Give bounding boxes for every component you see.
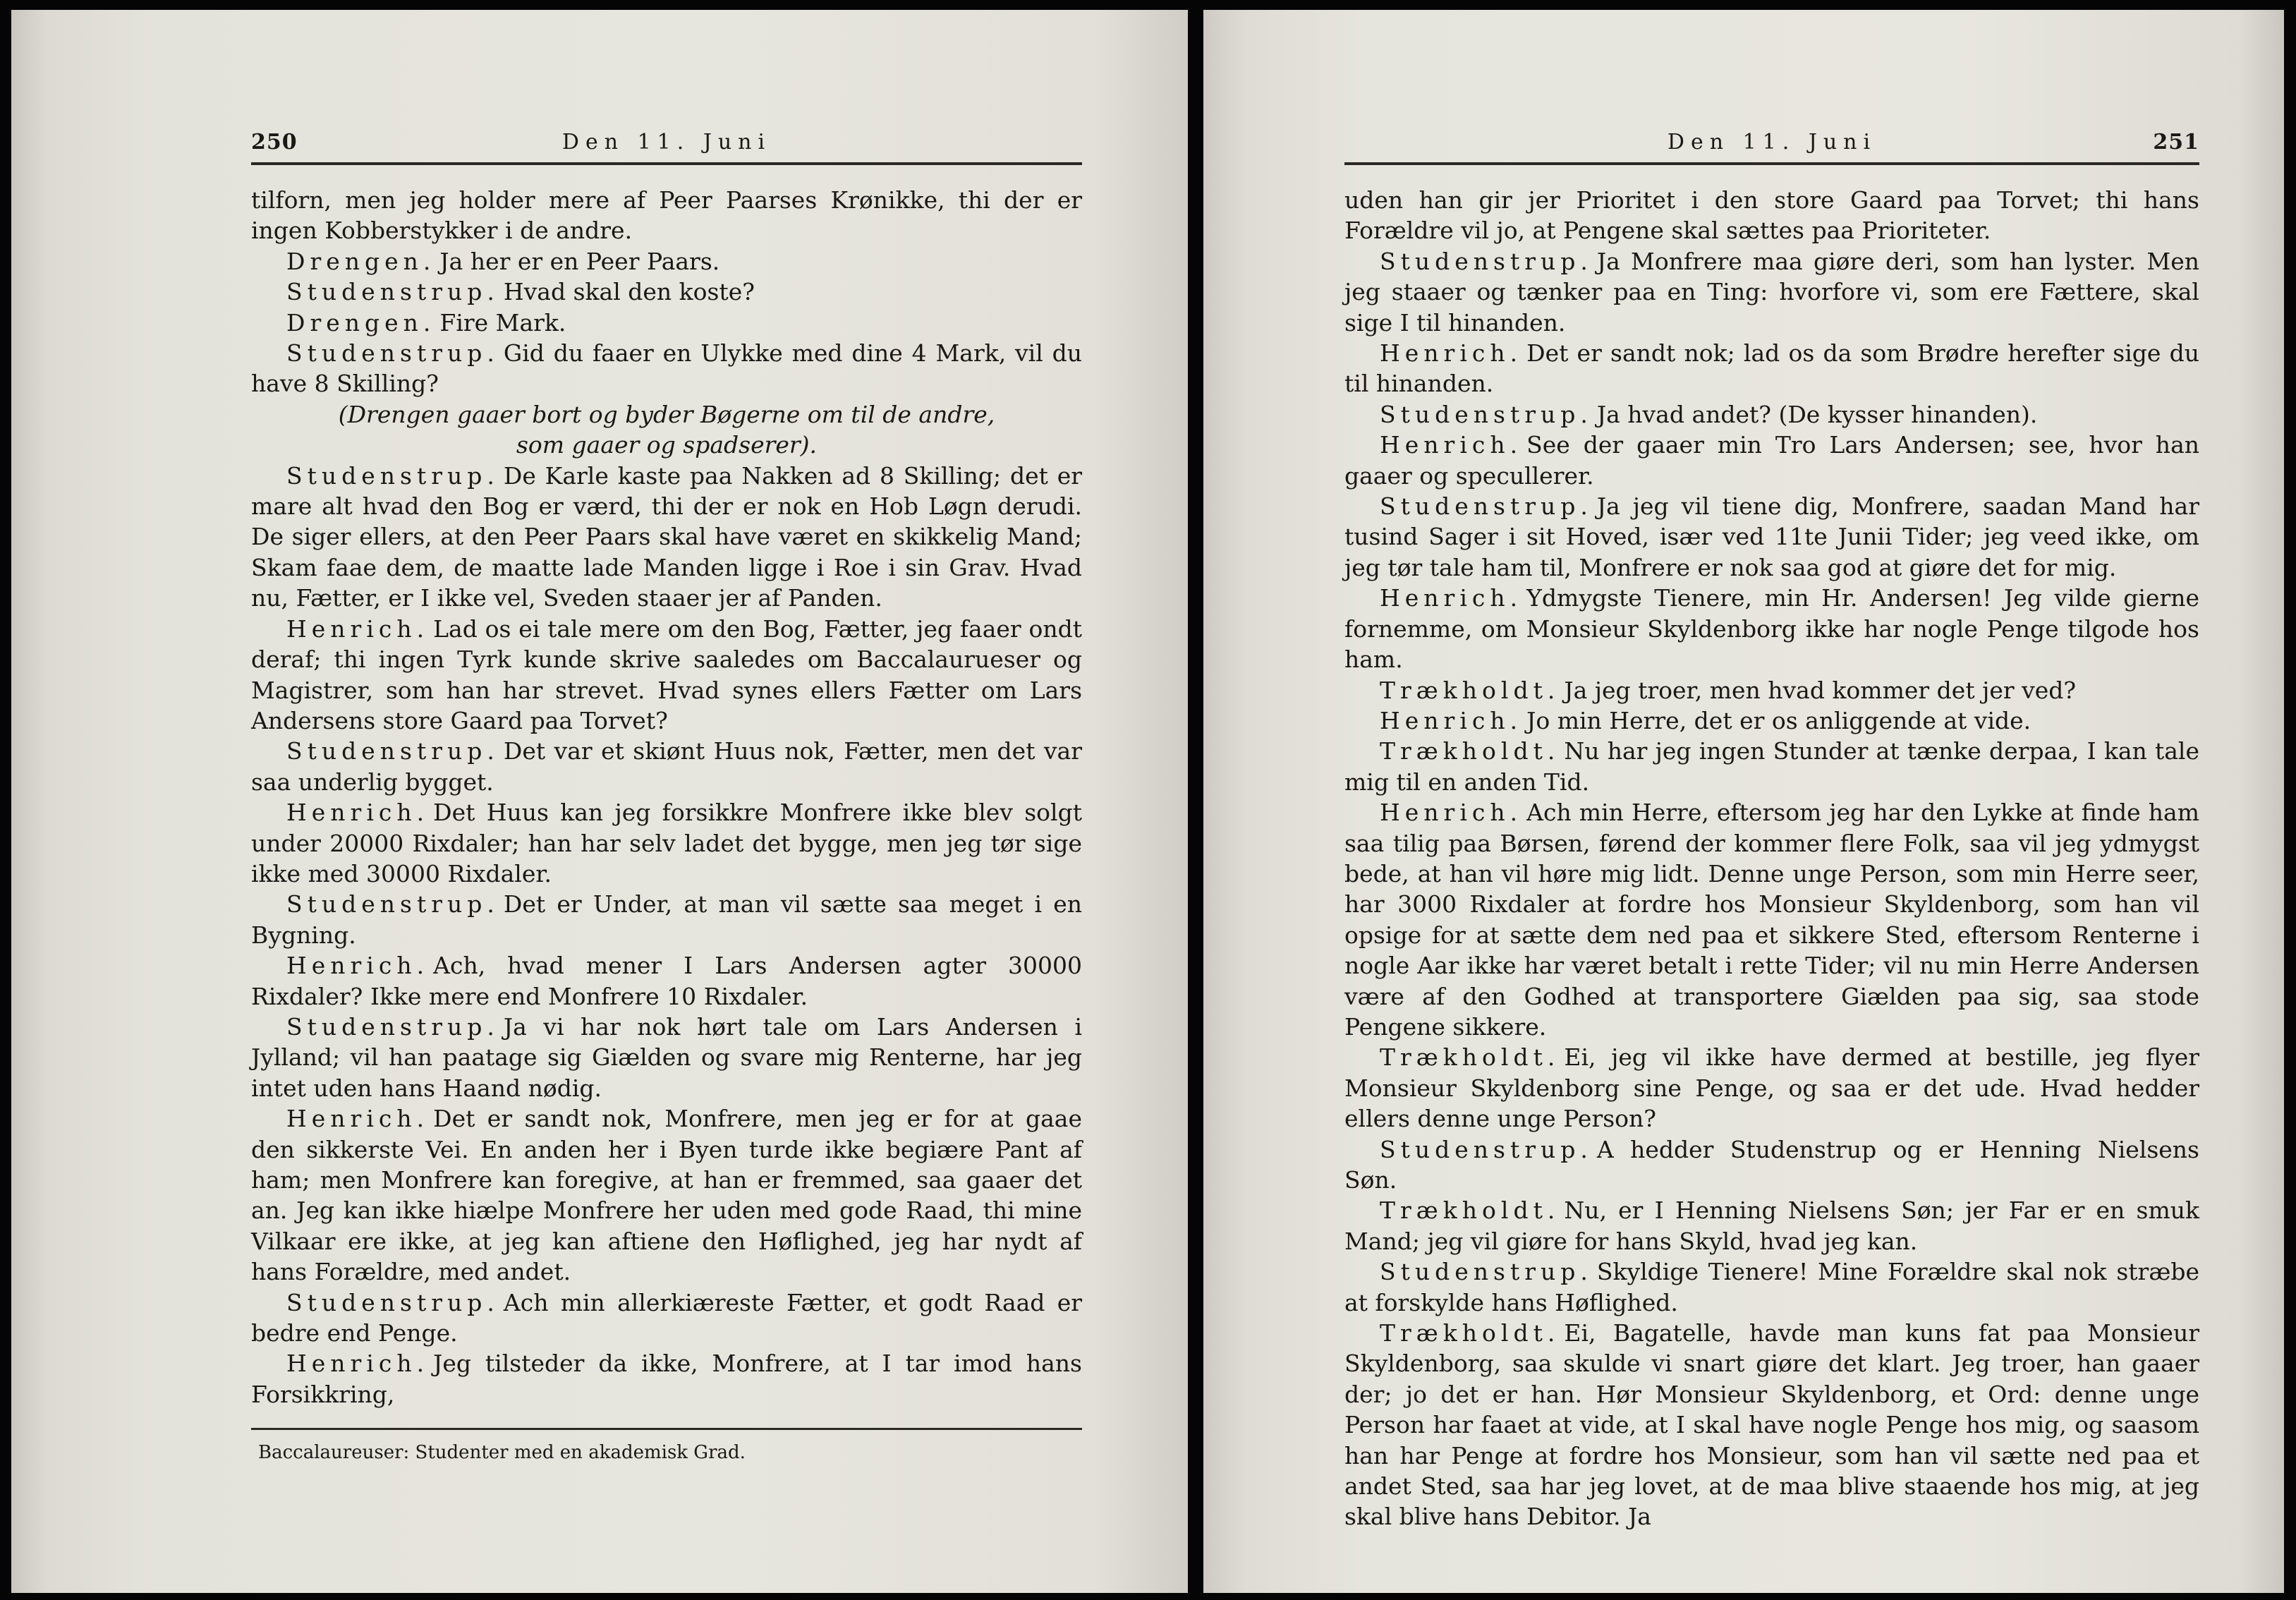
- dialogue-paragraph: [1344, 1134, 2199, 1196]
- dialogue-paragraph: [1344, 491, 2199, 583]
- speaker-name: Trækholdt.: [1380, 1196, 1560, 1225]
- paragraph-text: Ja hvad andet? (De kysser hinanden).: [1596, 400, 2038, 428]
- paragraph-text: Gid du faaer en Ulykke med dine 4 Mark, vil du have 8 Skilling?: [251, 339, 1082, 398]
- text-block-left: [251, 185, 1082, 1410]
- running-head-right: [1344, 130, 2199, 165]
- speaker-name: Studenstrup.: [1380, 1258, 1593, 1286]
- speaker-name: Henrich.: [1380, 431, 1523, 459]
- paragraph-text: See der gaaer min Tro Lars Andersen; see, hvor han gaaer og specullerer.: [1344, 431, 2199, 490]
- speaker-name: Henrich.: [1380, 706, 1523, 734]
- paragraph-text: Ach min allerkiæreste Fætter, et godt Raad er bedre end Penge.: [251, 1288, 1082, 1347]
- speaker-name: Drengen.: [286, 247, 436, 275]
- speaker-name: Studenstrup.: [286, 737, 499, 765]
- speaker-name: Studenstrup.: [286, 890, 499, 919]
- dialogue-paragraph: [251, 338, 1082, 399]
- speaker-name: Studenstrup.: [1380, 247, 1593, 275]
- dialogue-paragraph: [251, 950, 1082, 1012]
- dialogue-paragraph: [1344, 1256, 2199, 1318]
- dialogue-paragraph: [1344, 430, 2199, 491]
- paragraph-text: Lad os ei tale mere om den Bog, Fætter, jeg faaer ondt deraf; thi ingen Tyrk kunde skrive saaledes om Baccalaurueser og Magistrer, som han har strevet. Hvad synes ellers Fætter om Lars Andersens store Gaard paa Torvet?: [251, 614, 1082, 734]
- paragraph-text: Det var et skiønt Huus nok, Fætter, men det var saa underlig bygget.: [251, 737, 1082, 796]
- dialogue-paragraph: [1344, 1318, 2199, 1532]
- dialogue-paragraph: [1344, 675, 2199, 705]
- speaker-name: Studenstrup.: [286, 1012, 499, 1041]
- dialogue-paragraph: [1344, 736, 2199, 797]
- dialogue-paragraph: [251, 308, 1082, 338]
- dialogue-paragraph: [251, 246, 1082, 277]
- speaker-name: Henrich.: [286, 952, 430, 980]
- paragraph-text: Skyldige Tienere! Mine Forældre skal nok stræbe at forskylde hans Høflighed.: [1344, 1258, 2199, 1316]
- dialogue-paragraph: [251, 736, 1082, 797]
- dialogue-paragraph: [251, 1103, 1082, 1287]
- paragraph-text: Det Huus kan jeg forsikkre Monfrere ikke blev solgt under 20000 Rixdaler; han har selv ladet det bygge, men jeg tør sige ikke med 30000 Rixdaler.: [251, 799, 1082, 887]
- speaker-name: Studenstrup.: [286, 461, 499, 490]
- speaker-name: Studenstrup.: [1380, 492, 1593, 521]
- paragraph-text: Ei, Bagatelle, havde man kuns fat paa Monsieur Skyldenborg, saa skulde vi snart giøre det klart. Jeg troer, han gaaer der; jo det er han. Hør Monsieur Skyldenborg, et Ord: denne unge Person har faaet at vide, at I skal have nogle Penge hos mig, og saasom han har Penge at fordre hos Monsieur, som han vil sætte ned paa et andet Sted, saa har jeg lovet, at de maa blive staaende hos mig, at jeg skal blive hans Debitor. Ja: [1344, 1319, 2199, 1531]
- running-title-left: Den 11. Juni: [561, 130, 772, 154]
- speaker-name: Studenstrup.: [1380, 1135, 1593, 1163]
- speaker-name: Studenstrup.: [286, 339, 499, 368]
- right-page: [1203, 10, 2284, 1593]
- paragraph-text: Ja vi har nok hørt tale om Lars Andersen i Jylland; vil han paatage sig Giælden og svare mig Renterne, har jeg intet uden hans Haand nødig.: [251, 1012, 1082, 1102]
- dialogue-paragraph: [251, 277, 1082, 307]
- dialogue-paragraph: [1344, 185, 2199, 246]
- speaker-name: Henrich.: [1380, 584, 1523, 612]
- speaker-name: Studenstrup.: [286, 1288, 499, 1316]
- paragraph-text: Ja Monfrere maa giøre deri, som han lyster. Men jeg staaer og tænker paa en Ting: hvorfore vi, som ere Fættere, skal sige I til hinanden.: [1344, 247, 2199, 337]
- dialogue-paragraph: [251, 461, 1082, 614]
- paragraph-text: Nu har jeg ingen Stunder at tænke derpaa, I kan tale mig til en anden Tid.: [1344, 737, 2199, 796]
- paragraph-text: Jo min Herre, det er os anliggende at vide.: [1526, 706, 2031, 734]
- paragraph-text: (Drengen gaaer bort og byder Bøgerne om til de andre, som gaaer og spadserer).: [338, 400, 995, 459]
- paragraph-text: Fire Mark.: [439, 308, 566, 337]
- paragraph-text: Ach, hvad mener I Lars Andersen agter 30000 Rixdaler? Ikke mere end Monfrere 10 Rixdaler.: [251, 952, 1082, 1010]
- page-number-left: 250: [251, 130, 298, 154]
- dialogue-paragraph: [251, 1012, 1082, 1103]
- text-block-right: [1344, 185, 2199, 1532]
- dialogue-paragraph: [251, 614, 1082, 737]
- paragraph-text: Det er sandt nok, Monfrere, men jeg er for at gaae den sikkerste Vei. En anden her i Byen turde ikke begiære Pant af ham; men Monfrere kan foregive, at han er fremmed, saa gaaer det an. Jeg kan ikke hiælpe Monfrere her uden med gode Raad, thi mine Vilkaar ere ikke, at jeg kan aftiene den Høflighed, jeg har nydt af hans Forældre, med andet.: [251, 1105, 1082, 1286]
- speaker-name: Henrich.: [286, 1350, 430, 1378]
- dialogue-paragraph: [1344, 246, 2199, 338]
- speaker-name: Trækholdt.: [1380, 1043, 1560, 1072]
- paragraph-text: Ach min Herre, eftersom jeg har den Lykke at finde ham saa tilig paa Børsen, førend der kommer flere Folk, saa vil jeg ydmygst bede, at han vil høre mig lidt. Denne unge Person, som min Herre seer, har 3000 Rixdaler at fordre hos Monsieur Skyldenborg, som han vil opsige for at sætte dem ned paa et sikkere Sted, eftersom Renterne i nogle Aar ikke har været betalt i rette Tider; vil nu min Herre Andersen være af den Godhed at transportere Giælden paa sig, saa stode Pengene sikkere.: [1344, 799, 2199, 1041]
- dialogue-paragraph: [1344, 705, 2199, 736]
- paragraph-text: Ydmygste Tienere, min Hr. Andersen! Jeg vilde gierne fornemme, om Monsieur Skyldenborg ikke har nogle Penge tilgode hos ham.: [1344, 584, 2199, 674]
- dialogue-paragraph: [1344, 338, 2199, 399]
- dialogue-paragraph: [251, 185, 1082, 246]
- paragraph-text: Ja jeg troer, men hvad kommer det jer ved?: [1564, 676, 2077, 704]
- footnote: Baccalaureuser: Studenter med en akademisk Grad.: [258, 1442, 746, 1464]
- speaker-name: Trækholdt.: [1380, 737, 1560, 765]
- speaker-name: Henrich.: [286, 799, 430, 827]
- left-page: [11, 10, 1188, 1593]
- speaker-name: Studenstrup.: [1380, 400, 1593, 428]
- running-head-left: [251, 130, 1082, 165]
- paragraph-text: Nu, er I Henning Nielsens Søn; jer Far er en smuk Mand; jeg vil giøre for hans Skyld, hvad jeg kan.: [1344, 1196, 2199, 1255]
- footnote-rule: [251, 1428, 1082, 1430]
- paragraph-text: Hvad skal den koste?: [503, 278, 755, 306]
- speaker-name: Henrich.: [286, 1105, 430, 1133]
- speaker-name: Henrich.: [1380, 799, 1523, 827]
- dialogue-paragraph: [1344, 399, 2199, 430]
- paragraph-text: Jeg tilsteder da ikke, Monfrere, at I tar imod hans Forsikkring,: [251, 1350, 1082, 1408]
- running-title-right: Den 11. Juni: [1667, 130, 1877, 154]
- dialogue-paragraph: [251, 1348, 1082, 1410]
- dialogue-paragraph: [1344, 583, 2199, 674]
- paragraph-text: Ja her er en Peer Paars.: [439, 247, 720, 275]
- paragraph-text: Ei, jeg vil ikke have dermed at bestille, jeg flyer Monsieur Skyldenborg sine Penge, og saa er det ude. Hvad hedder ellers denne unge Person?: [1344, 1043, 2199, 1133]
- dialogue-paragraph: [1344, 1195, 2199, 1256]
- speaker-name: Henrich.: [1380, 339, 1523, 368]
- paragraph-text: Ja jeg vil tiene dig, Monfrere, saadan Mand har tusind Sager i sit Hoved, især ved 11te Junii Tider; jeg veed ikke, om jeg tør tale ham til, Monfrere er nok saa god at giøre det for mig.: [1344, 492, 2199, 581]
- dialogue-paragraph: [251, 797, 1082, 889]
- speaker-name: Henrich.: [286, 614, 430, 643]
- paragraph-text: tilforn, men jeg holder mere af Peer Paarses Krønikke, thi der er ingen Kobberstykker i de andre.: [251, 186, 1082, 245]
- paragraph-text: A hedder Studenstrup og er Henning Nielsens Søn.: [1344, 1135, 2199, 1194]
- paragraph-text: De Karle kaste paa Nakken ad 8 Skilling; det er mare alt hvad den Bog er værd, thi der er nok en Hob Løgn derudi. De siger ellers, at den Peer Paars skal have været en skikkelig Mand; Skam faae dem, de maatte lade Manden ligge i Roe i sin Grav. Hvad nu, Fætter, er I ikke vel, Sveden staaer jer af Panden.: [251, 461, 1082, 612]
- stage-direction: [251, 399, 1082, 461]
- speaker-name: Trækholdt.: [1380, 676, 1560, 704]
- dialogue-paragraph: [251, 889, 1082, 950]
- speaker-name: Studenstrup.: [286, 278, 499, 306]
- dialogue-paragraph: [251, 1287, 1082, 1349]
- paragraph-text: Det er Under, at man vil sætte saa meget i en Bygning.: [251, 890, 1082, 949]
- page-number-right: 251: [2153, 130, 2199, 154]
- paragraph-text: uden han gir jer Prioritet i den store Gaard paa Torvet; thi hans Forældre vil jo, at Pengene skal sættes paa Prioriteter.: [1344, 186, 2199, 245]
- speaker-name: Drengen.: [286, 308, 436, 337]
- speaker-name: Trækholdt.: [1380, 1319, 1560, 1347]
- dialogue-paragraph: [1344, 797, 2199, 1042]
- paragraph-text: Det er sandt nok; lad os da som Brødre herefter sige du til hinanden.: [1344, 339, 2199, 398]
- dialogue-paragraph: [1344, 1042, 2199, 1134]
